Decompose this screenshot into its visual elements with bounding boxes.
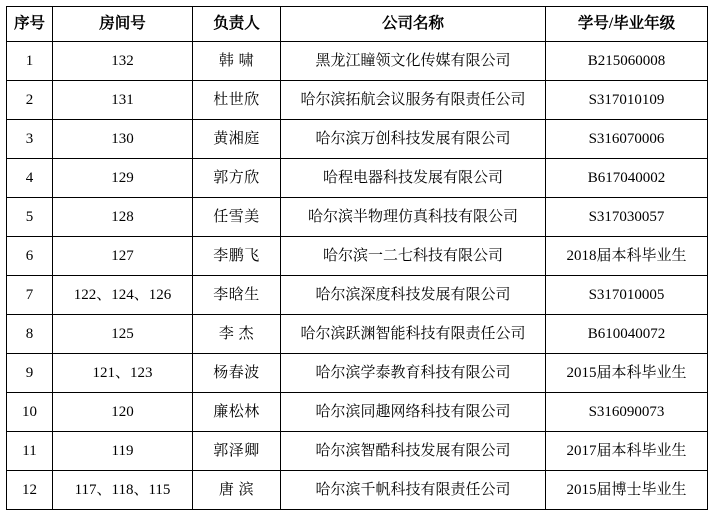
cell-company: 哈尔滨跃渊智能科技有限责任公司: [281, 315, 546, 354]
table-header-row: [7, 7, 708, 42]
cell-id: S316090073: [546, 393, 708, 432]
table-row: [7, 276, 708, 315]
cell-index: 10: [7, 393, 53, 432]
cell-room: 122、124、126: [53, 276, 193, 315]
cell-person: 郭方欣: [193, 159, 281, 198]
cell-index: 5: [7, 198, 53, 237]
cell-person: 黄湘庭: [193, 120, 281, 159]
cell-company: 哈尔滨半物理仿真科技有限公司: [281, 198, 546, 237]
cell-person: 唐 滨: [193, 471, 281, 510]
column-header-person: 负责人: [193, 7, 281, 42]
cell-id: 2015届博士毕业生: [546, 471, 708, 510]
cell-room: 128: [53, 198, 193, 237]
table-body: [7, 42, 708, 510]
cell-company: 哈尔滨一二七科技有限公司: [281, 237, 546, 276]
table-row: [7, 198, 708, 237]
cell-company: 哈尔滨深度科技发展有限公司: [281, 276, 546, 315]
table-row: [7, 159, 708, 198]
cell-id: 2015届本科毕业生: [546, 354, 708, 393]
cell-company: 哈尔滨万创科技发展有限公司: [281, 120, 546, 159]
cell-id: S317010005: [546, 276, 708, 315]
cell-room: 127: [53, 237, 193, 276]
cell-id: S316070006: [546, 120, 708, 159]
cell-person: 杜世欣: [193, 81, 281, 120]
cell-id: B215060008: [546, 42, 708, 81]
cell-index: 1: [7, 42, 53, 81]
cell-index: 8: [7, 315, 53, 354]
cell-person: 郭泽卿: [193, 432, 281, 471]
cell-room: 131: [53, 81, 193, 120]
table-row: [7, 354, 708, 393]
table-row: [7, 471, 708, 510]
cell-id: B617040002: [546, 159, 708, 198]
table-row: [7, 432, 708, 471]
cell-room: 132: [53, 42, 193, 81]
cell-company: 哈尔滨智酷科技发展有限公司: [281, 432, 546, 471]
cell-person: 李 杰: [193, 315, 281, 354]
cell-room: 121、123: [53, 354, 193, 393]
cell-room: 117、118、115: [53, 471, 193, 510]
column-header-room: 房间号: [53, 7, 193, 42]
cell-room: 120: [53, 393, 193, 432]
cell-index: 12: [7, 471, 53, 510]
cell-company: 哈尔滨千帆科技有限责任公司: [281, 471, 546, 510]
table-row: [7, 120, 708, 159]
cell-room: 125: [53, 315, 193, 354]
cell-company: 黑龙江瞳领文化传媒有限公司: [281, 42, 546, 81]
cell-person: 任雪美: [193, 198, 281, 237]
cell-company: 哈尔滨拓航会议服务有限责任公司: [281, 81, 546, 120]
cell-id: B610040072: [546, 315, 708, 354]
cell-person: 杨春波: [193, 354, 281, 393]
cell-room: 119: [53, 432, 193, 471]
cell-person: 李鹏飞: [193, 237, 281, 276]
cell-room: 129: [53, 159, 193, 198]
cell-id: S317010109: [546, 81, 708, 120]
cell-index: 4: [7, 159, 53, 198]
cell-person: 廉松林: [193, 393, 281, 432]
table-row: [7, 81, 708, 120]
column-header-index: 序号: [7, 7, 53, 42]
cell-index: 3: [7, 120, 53, 159]
table-row: [7, 237, 708, 276]
cell-id: 2018届本科毕业生: [546, 237, 708, 276]
column-header-id: 学号/毕业年级: [546, 7, 708, 42]
cell-company: 哈尔滨同趣网络科技有限公司: [281, 393, 546, 432]
cell-person: 韩 啸: [193, 42, 281, 81]
cell-index: 2: [7, 81, 53, 120]
cell-index: 9: [7, 354, 53, 393]
cell-id: 2017届本科毕业生: [546, 432, 708, 471]
cell-company: 哈程电器科技发展有限公司: [281, 159, 546, 198]
column-header-company: 公司名称: [281, 7, 546, 42]
table-row: [7, 315, 708, 354]
table-header: [7, 7, 708, 42]
cell-index: 7: [7, 276, 53, 315]
table-row: [7, 393, 708, 432]
cell-company: 哈尔滨学泰教育科技有限公司: [281, 354, 546, 393]
cell-index: 11: [7, 432, 53, 471]
cell-index: 6: [7, 237, 53, 276]
room-assignment-table: [6, 6, 708, 510]
cell-room: 130: [53, 120, 193, 159]
cell-id: S317030057: [546, 198, 708, 237]
table-row: [7, 42, 708, 81]
cell-person: 李晗生: [193, 276, 281, 315]
